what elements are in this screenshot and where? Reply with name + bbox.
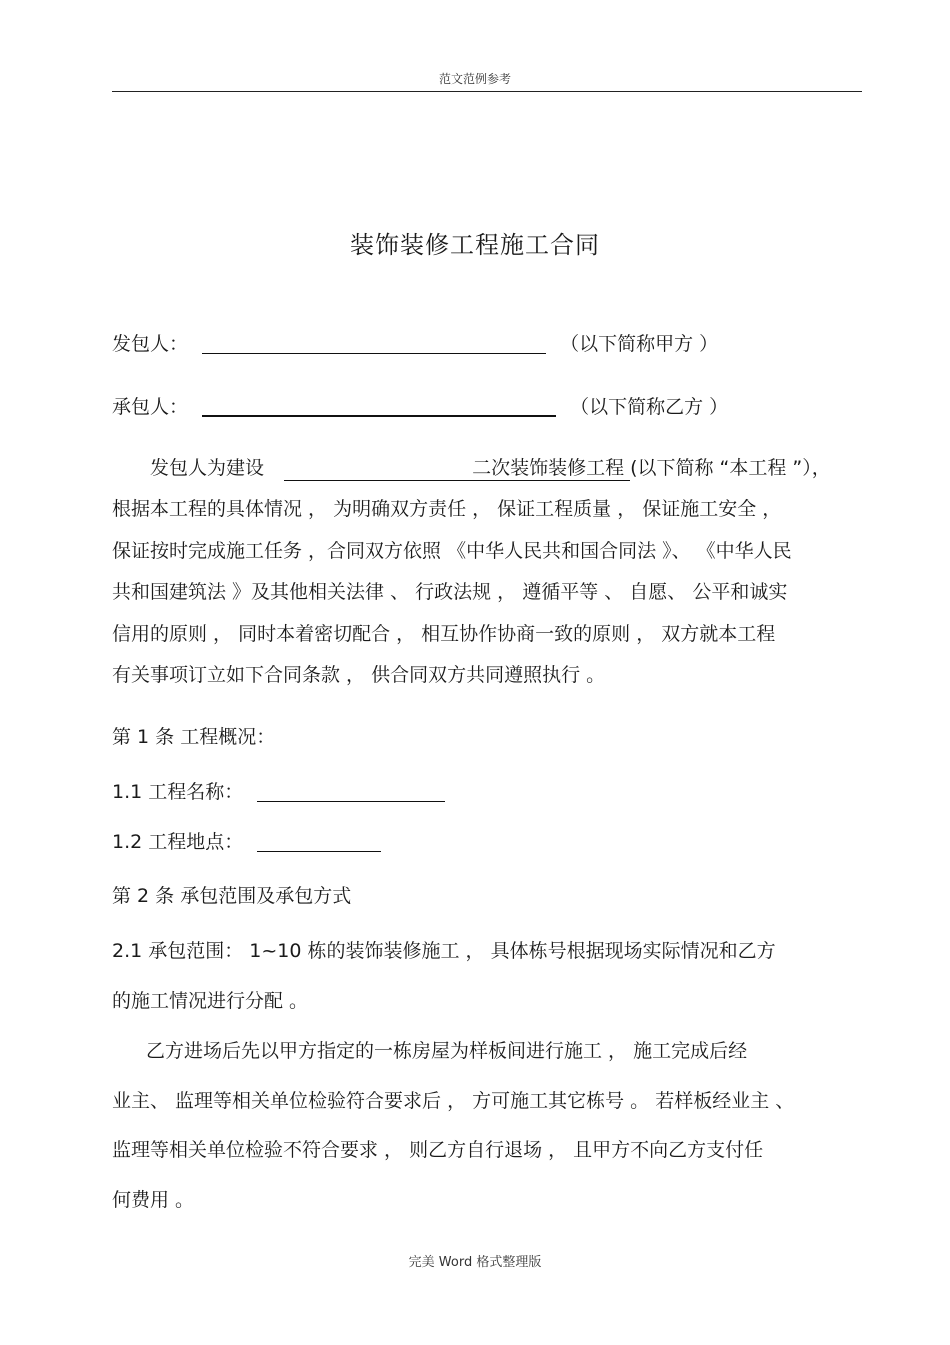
scope-line-1: 2.1 承包范围： 1~10 栋的装饰装修施工 ， 具体栋号根据现场实际情况和乙方 [112, 940, 776, 962]
sample-para-line-2: 业主、 监理等相关单位检验符合要求后 ， 方可施工其它栋号 。 若样板经业主 、 [112, 1090, 795, 1112]
preamble-suffix: (以下简称 “本工程 ”）， [630, 457, 831, 479]
employer-suffix: （以下简称甲方 ） [560, 333, 719, 355]
document-title: 装饰装修工程施工合同 [350, 231, 600, 259]
preamble-line-2: 根据本工程的具体情况 ， 为明确双方责任 ， 保证工程质量 ， 保证施工安全 ， [112, 498, 782, 520]
sample-para-line-3: 监理等相关单位检验不符合要求 ， 则乙方自行退场 ， 且甲方不向乙方支付任 [112, 1139, 764, 1161]
header-divider [112, 91, 862, 92]
contractor-suffix: （以下简称乙方 ） [570, 396, 729, 418]
preamble-line-4: 共和国建筑法 》及其他相关法律 、 行政法规 ， 遵循平等 、 自愿、 公平和诚实 [112, 581, 788, 603]
employer-label: 发包人： [112, 333, 189, 355]
preamble-line-3: 保证按时完成施工任务 ，合同双方依照 《中华人民共和国合同法 》、 《中华人民 [112, 540, 792, 562]
sample-para-line-4: 何费用 。 [112, 1189, 195, 1211]
scope-line-2: 的施工情况进行分配 。 [112, 990, 309, 1012]
article-2-heading: 第 2 条 承包范围及承包方式 [112, 885, 352, 907]
preamble-prefix: 发包人为建设 [150, 457, 265, 479]
article-1-heading: 第 1 条 工程概况： [112, 726, 276, 748]
contractor-line [112, 392, 728, 419]
contractor-blank [202, 395, 556, 417]
project-location-label: 1.2 工程地点： [112, 831, 244, 853]
preamble-line-6: 有关事项订立如下合同条款 ， 供合同双方共同遵照执行 。 [112, 664, 606, 686]
project-name-label: 1.1 工程名称： [112, 781, 244, 803]
article-1-item-1 [112, 777, 445, 804]
page-footer: 完美 Word 格式整理版 [408, 1255, 542, 1270]
employer-blank [202, 333, 546, 354]
preamble-line-1 [150, 453, 831, 481]
project-name-blank [257, 781, 445, 802]
project-name-field [284, 453, 630, 481]
employer-line [112, 329, 718, 356]
article-1-item-2 [112, 827, 381, 854]
contractor-label: 承包人： [112, 396, 189, 418]
project-name: 二次装饰装修工程 [472, 457, 625, 479]
project-location-blank [257, 831, 381, 852]
preamble-line-5: 信用的原则 ， 同时本着密切配合 ， 相互协作协商一致的原则 ， 双方就本工程 [112, 623, 776, 645]
page-header: 范文范例参考 [438, 72, 511, 86]
sample-para-line-1: 乙方进场后先以甲方指定的一栋房屋为样板间进行施工 ， 施工完成后经 [146, 1040, 748, 1062]
